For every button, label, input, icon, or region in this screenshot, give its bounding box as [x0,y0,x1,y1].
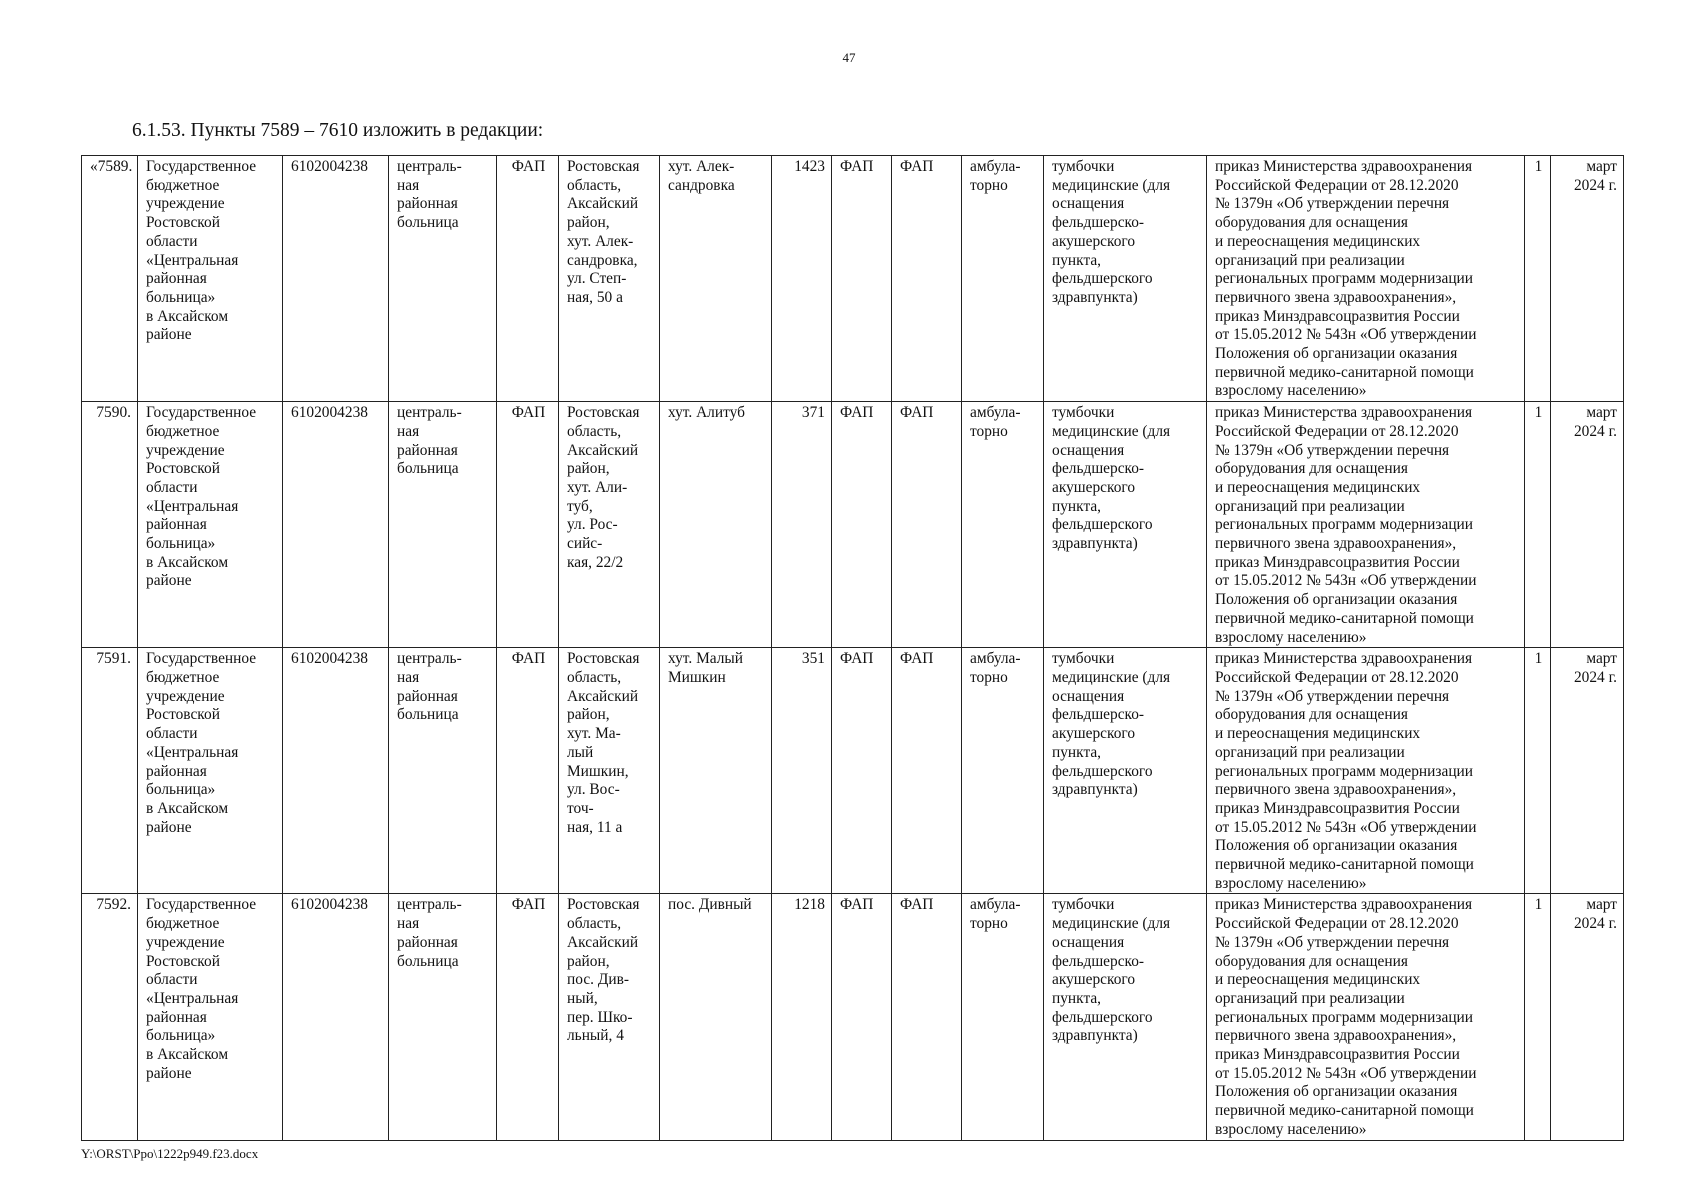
population-cell: 1218 [772,894,832,1140]
institution-type-cell: централь- ная районная больница [389,894,497,1140]
address-cell: Ростовская область, Аксайский район, хут. Али- туб, ул. Рос- сийс- кая, 22/2 [559,402,660,648]
organization-name-cell: Государственное бюджетное учреждение Ростовской области «Центральная районная больница» в Аксайском районе [138,402,283,648]
inn-code-cell: 6102004238 [283,402,389,648]
unit-subcategory-cell: ФАП [892,156,962,402]
unit-category-cell: ФАП [832,156,892,402]
unit-category-cell: ФАП [832,648,892,894]
unit-type-cell: ФАП [497,894,559,1140]
organization-name-cell: Государственное бюджетное учреждение Ростовской области «Центральная районная больница» в Аксайском районе [138,156,283,402]
inn-code-cell: 6102004238 [283,156,389,402]
data-table [81,155,1624,1141]
table-row [82,648,1624,894]
population-cell: 371 [772,402,832,648]
address-cell: Ростовская область, Аксайский район, пос. Див- ный, пер. Шко- льный, 4 [559,894,660,1140]
inn-code-cell: 6102004238 [283,894,389,1140]
unit-type-cell: ФАП [497,402,559,648]
care-mode-cell: амбула- торно [962,894,1044,1140]
equipment-cell: тумбочки медицинские (для оснащения фельдшерско- акушерского пункта, фельдшерского здравпункта) [1044,894,1207,1140]
population-cell: 351 [772,648,832,894]
organization-name-cell: Государственное бюджетное учреждение Ростовской области «Центральная районная больница» в Аксайском районе [138,648,283,894]
equipment-cell: тумбочки медицинские (для оснащения фельдшерско- акушерского пункта, фельдшерского здравпункта) [1044,156,1207,402]
quantity-cell: 1 [1525,402,1551,648]
unit-category-cell: ФАП [832,402,892,648]
legal-basis-cell: приказ Министерства здравоохранения Российской Федерации от 28.12.2020 № 1379н «Об утверждении перечня оборудования для оснащения и переоснащения медицинских организаций при реализации региональных программ модернизации первичного звена здравоохранения», приказ Минздравсоцразвития России от 15.05.2012 № 543н «Об утверждении Положения об организации оказания первичной медико-санитарной помощи взрослому населению» [1207,894,1525,1140]
page-number: 47 [842,50,856,65]
address-cell: Ростовская область, Аксайский район, хут. Ма- лый Мишкин, ул. Вос- точ- ная, 11 а [559,648,660,894]
locality-cell: пос. Дивный [660,894,772,1140]
legal-basis-cell: приказ Министерства здравоохранения Российской Федерации от 28.12.2020 № 1379н «Об утверждении перечня оборудования для оснащения и переоснащения медицинских организаций при реализации региональных программ модернизации первичного звена здравоохранения», приказ Минздравсоцразвития России от 15.05.2012 № 543н «Об утверждении Положения об организации оказания первичной медико-санитарной помощи взрослому населению» [1207,648,1525,894]
equipment-cell: тумбочки медицинские (для оснащения фельдшерско- акушерского пункта, фельдшерского здравпункта) [1044,402,1207,648]
unit-type-cell: ФАП [497,156,559,402]
delivery-date-cell: март 2024 г. [1551,156,1624,402]
unit-category-cell: ФАП [832,894,892,1140]
unit-type-cell: ФАП [497,648,559,894]
population-cell: 1423 [772,156,832,402]
row-number-cell: 7592. [82,894,138,1140]
unit-subcategory-cell: ФАП [892,648,962,894]
locality-cell: хут. Малый Мишкин [660,648,772,894]
institution-type-cell: централь- ная районная больница [389,402,497,648]
quantity-cell: 1 [1525,156,1551,402]
unit-subcategory-cell: ФАП [892,402,962,648]
table-row [82,894,1624,1140]
locality-cell: хут. Алитуб [660,402,772,648]
equipment-cell: тумбочки медицинские (для оснащения фельдшерско- акушерского пункта, фельдшерского здравпункта) [1044,648,1207,894]
row-number-cell: 7591. [82,648,138,894]
institution-type-cell: централь- ная районная больница [389,156,497,402]
legal-basis-cell: приказ Министерства здравоохранения Российской Федерации от 28.12.2020 № 1379н «Об утверждении перечня оборудования для оснащения и переоснащения медицинских организаций при реализации региональных программ модернизации первичного звена здравоохранения», приказ Минздравсоцразвития России от 15.05.2012 № 543н «Об утверждении Положения об организации оказания первичной медико-санитарной помощи взрослому населению» [1207,402,1525,648]
institution-type-cell: централь- ная районная больница [389,648,497,894]
locality-cell: хут. Алек- сандровка [660,156,772,402]
section-heading: 6.1.53. Пункты 7589 – 7610 изложить в редакции: [132,120,544,141]
quantity-cell: 1 [1525,894,1551,1140]
unit-subcategory-cell: ФАП [892,894,962,1140]
care-mode-cell: амбула- торно [962,156,1044,402]
delivery-date-cell: март 2024 г. [1551,894,1624,1140]
quantity-cell: 1 [1525,648,1551,894]
legal-basis-cell: приказ Министерства здравоохранения Российской Федерации от 28.12.2020 № 1379н «Об утверждении перечня оборудования для оснащения и переоснащения медицинских организаций при реализации региональных программ модернизации первичного звена здравоохранения», приказ Минздравсоцразвития России от 15.05.2012 № 543н «Об утверждении Положения об организации оказания первичной медико-санитарной помощи взрослому населению» [1207,156,1525,402]
file-path-footer: Y:\ORST\Ppo\1222p949.f23.docx [81,1146,259,1161]
inn-code-cell: 6102004238 [283,648,389,894]
care-mode-cell: амбула- торно [962,648,1044,894]
delivery-date-cell: март 2024 г. [1551,402,1624,648]
row-number-cell: 7590. [82,402,138,648]
organization-name-cell: Государственное бюджетное учреждение Ростовской области «Центральная районная больница» в Аксайском районе [138,894,283,1140]
care-mode-cell: амбула- торно [962,402,1044,648]
table-row [82,402,1624,648]
row-number-cell: «7589. [82,156,138,402]
table-row [82,156,1624,402]
address-cell: Ростовская область, Аксайский район, хут. Алек- сандровка, ул. Степ- ная, 50 а [559,156,660,402]
delivery-date-cell: март 2024 г. [1551,648,1624,894]
